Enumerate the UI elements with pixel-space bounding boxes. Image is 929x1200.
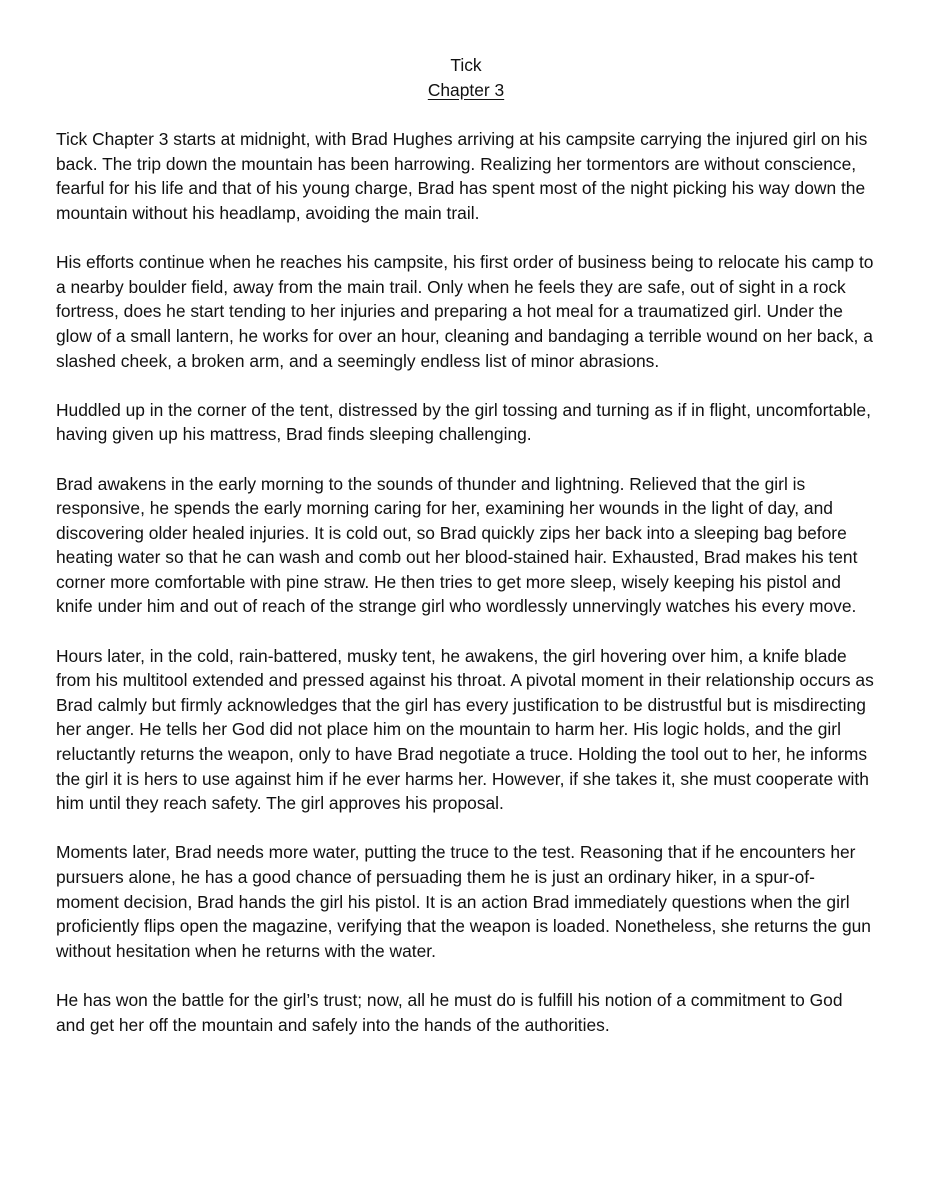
document-page <box>56 53 876 1037</box>
paragraph-2: His efforts continue when he reaches his campsite, his first order of business being to relocate his camp to a nearby boulder field, away from the main trail. Only when he feels they are safe, out of sight in a rock fortress, does he start tending to her injuries and preparing a hot meal for a traumatized girl. Under the glow of a small lantern, he works for over an hour, cleaning and bandaging a terrible wound on her back, a slashed cheek, a broken arm, and a seemingly endless list of minor abrasions. <box>56 252 874 371</box>
paragraph-6: Moments later, Brad needs more water, putting the truce to the test. Reasoning that if he encounters her pursuers alone, he has a good chance of persuading them he is just an ordinary hiker, in a spur-of-moment decision, Brad hands the girl his pistol. It is an action Brad immediately questions when the girl proficiently flips open the magazine, verifying that the weapon is loaded. Nonetheless, she returns the gun without hesitation when he returns with the water. <box>56 842 871 961</box>
document-body <box>56 127 876 1037</box>
paragraph-5: Hours later, in the cold, rain-battered, musky tent, he awakens, the girl hovering over him, a knife blade from his multitool extended and pressed against his throat. A pivotal moment in their relationship occurs as Brad calmly but firmly acknowledges that the girl has every justification to be distrustful but is misdirecting her anger. He tells her God did not place him on the mountain to harm her. His logic holds, and the girl reluctantly returns the weapon, only to have Brad negotiate a truce. Holding the tool out to her, he informs the girl it is hers to use against him if he ever harms her. However, if she takes it, she must cooperate with him until they reach safety. The girl approves his proposal. <box>56 645 874 814</box>
document-title: Tick <box>450 55 482 75</box>
paragraph-1: Tick Chapter 3 starts at midnight, with Brad Hughes arriving at his campsite carrying the injured girl on his back. The trip down the mountain has been harrowing. Realizing her tormentors are without conscience, fearful for his life and that of his young charge, Brad has spent most of the night picking his way down the mountain without his headlamp, avoiding the main trail. <box>56 129 868 223</box>
paragraph-4: Brad awakens in the early morning to the sounds of thunder and lightning. Relieved that the girl is responsive, he spends the early morning caring for her, examining her wounds in the light of day, and discovering older healed injuries. It is cold out, so Brad quickly zips her back into a sleeping bag before heating water so that he can wash and comb out her blood-stained hair. Exhausted, Brad makes his tent corner more comfortable with pine straw. He then tries to get more sleep, wisely keeping his pistol and knife under him and out of reach of the strange girl who wordlessly unnervingly watches his every move. <box>56 473 858 617</box>
paragraph-3: Huddled up in the corner of the tent, distressed by the girl tossing and turning as if in flight, uncomfortable, having given up his mattress, Brad finds sleeping challenging. <box>56 399 871 445</box>
paragraph-7: He has won the battle for the girl’s trust; now, all he must do is fulfill his notion of a commitment to God and get her off the mountain and safely into the hands of the authorities. <box>56 989 843 1035</box>
title-block <box>56 53 876 102</box>
chapter-heading: Chapter 3 <box>427 79 505 100</box>
